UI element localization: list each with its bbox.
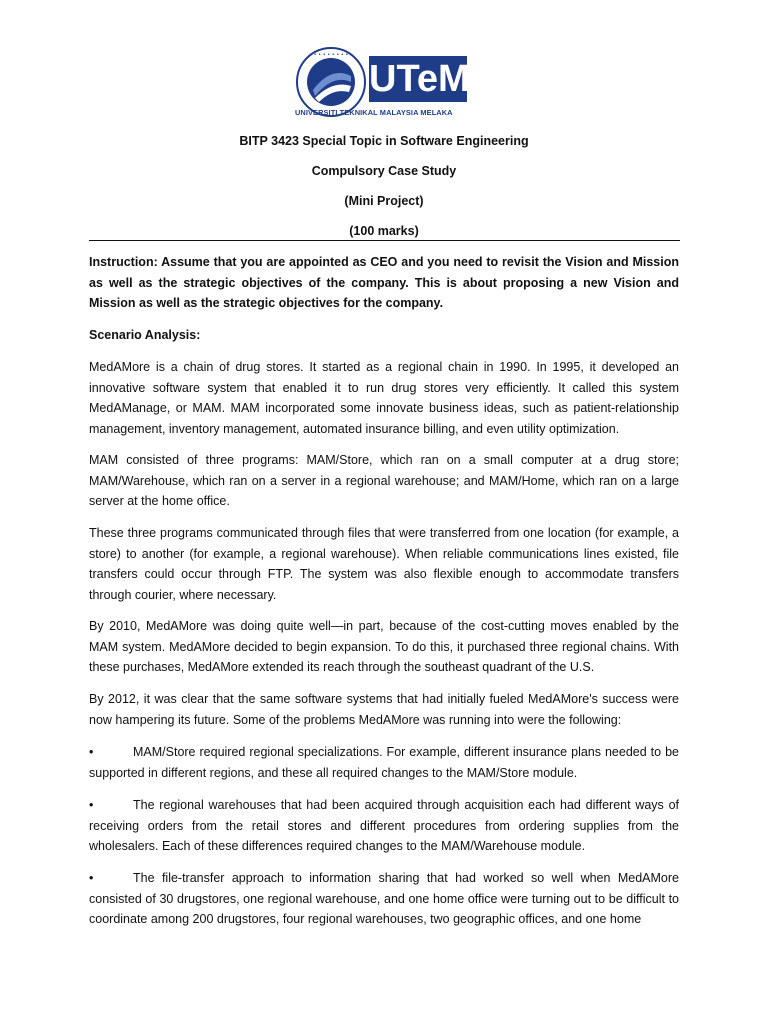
bullet-text: The regional warehouses that had been acquired through acquisition each had different ways of receiving orders from the retail stores and different procedures from ordering supplies from the wholesalers. Each of these differences required changes to the MAM/Warehouse module. bbox=[89, 798, 679, 854]
paragraph-expansion: By 2010, MedAMore was doing quite well—in part, because of the cost-cutting moves enabled by the MAM system. MedAMore decided to begin expansion. To do this, it purchased three regional chains. With these purchases, MedAMore extended its reach through the southeast quadrant of the U.S. bbox=[89, 619, 679, 675]
bullet-text: The file-transfer approach to information sharing that had worked so well when MedAMore consisted of 30 drugstores, one regional warehouse, and one home office were turning out to be difficult to coordinate among 200 drugstores, four regional warehouses, two geographic offices, and one home bbox=[89, 871, 679, 927]
utem-brand-text: UTeM bbox=[369, 58, 470, 100]
university-name: UNIVERSITI TEKNIKAL MALAYSIA MELAKA bbox=[295, 108, 453, 117]
course-title: BITP 3423 Special Topic in Software Engineering bbox=[239, 134, 529, 148]
bullet-icon: • bbox=[89, 871, 94, 885]
bullet-icon: • bbox=[89, 798, 94, 812]
paragraph-intro: MedAMore is a chain of drug stores. It started as a regional chain in 1990. In 1995, it developed an innovative software system that enabled it to run drug stores very efficiently. It called this system MedAManage, or MAM. MAM incorporated some innovate business ideas, such as patient-relationship management, inventory management, automated insurance billing, and even utility optimization. bbox=[89, 360, 679, 436]
paragraph-problems: By 2012, it was clear that the same software systems that had initially fueled MedAMore's success were now hampering its future. Some of the problems MedAMore was running into were the following: bbox=[89, 692, 679, 727]
paragraph-programs: MAM consisted of three programs: MAM/Store, which ran on a small computer at a drug store; MAM/Warehouse, which ran on a server in a regional warehouse; and MAM/Home, which ran on a large server at the home office. bbox=[89, 453, 679, 509]
bullet-item-warehouse bbox=[89, 795, 679, 857]
bullet-icon: • bbox=[89, 745, 94, 759]
bullet-item-file-transfer bbox=[89, 868, 679, 930]
scenario-heading: Scenario Analysis: bbox=[89, 328, 201, 342]
instruction-paragraph: Instruction: Assume that you are appointed as CEO and you need to revisit the Vision and Mission as well as the strategic objectives of the company. This is about proposing a new Vision and Mission as well as the strategic objectives for the company. bbox=[89, 255, 679, 311]
paragraph-file-transfer: These three programs communicated through files that were transferred from one location (for example, a store) to another (for example, a regional warehouse). When reliable communications lines existed, file transfers could occur through FTP. The system was also flexible enough to accommodate transfers through courier, where necessary. bbox=[89, 526, 679, 602]
bullet-text: MAM/Store required regional specializations. For example, different insurance plans needed to be supported in different regions, and these all required changes to the MAM/Store module. bbox=[89, 745, 679, 780]
case-study-title: Compulsory Case Study bbox=[311, 164, 457, 178]
case-study-subtitle: (Mini Project) bbox=[344, 194, 424, 208]
header-divider bbox=[89, 240, 680, 241]
bullet-item-store bbox=[89, 742, 679, 783]
svg-text:• • • • • • • •: • • • • • • • • bbox=[313, 52, 349, 58]
utem-logo bbox=[295, 46, 475, 120]
marks-label: (100 marks) bbox=[349, 224, 419, 238]
